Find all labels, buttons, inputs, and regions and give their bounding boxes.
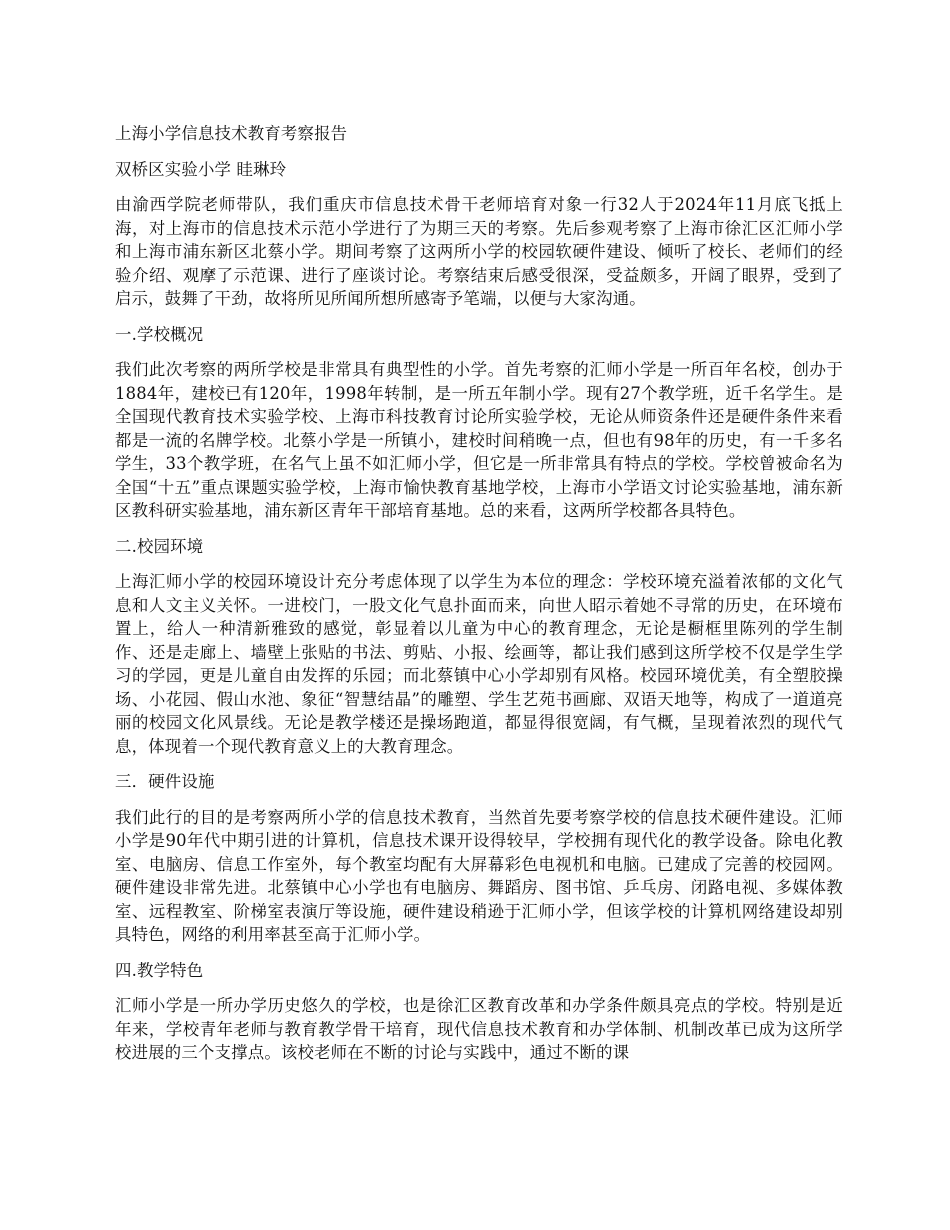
section-body-teaching-features: 汇师小学是一所办学历史悠久的学校，也是徐汇区教育改革和办学条件颇具亮点的学校。特别是近年来，学校青年老师与教育教学骨干培育，现代信息技术教育和办学体制、机制改革已成为这所学校进展的三个支撑点。该校老师在不断的讨论与实践中，通过不断的课: [115, 996, 843, 1062]
intro-paragraph: 由渝西学院老师带队，我们重庆市信息技术骨干老师培育对象一行32人于2024年11月底飞抵上海，对上海市的信息技术示范小学进行了为期三天的考察。先后参观考察了上海市徐汇区汇师小学和上海市浦东新区北蔡小学。期间考察了这两所小学的校园软硬件建设、倾听了校长、老师们的经验介绍、观摩了示范课、进行了座谈讨论。考察结束后感受很深，受益颇多，开阔了眼界，受到了启示，鼓舞了干劲，故将所见所闻所想所感寄予笔端，以便与大家沟通。: [115, 195, 843, 308]
document-title: 上海小学信息技术教育考察报告: [115, 124, 348, 143]
section-heading-hardware-facilities: 三．硬件设施: [115, 772, 215, 791]
section-heading-school-overview: 一.学校概况: [115, 324, 204, 344]
author-line: 双桥区实验小学 眭琳玲: [115, 159, 287, 179]
section-heading-campus-environment: 二.校园环境: [115, 536, 204, 556]
document-page: [115, 122, 843, 1065]
section-heading-teaching-features: 四.教学特色: [115, 960, 204, 980]
section-body-hardware-facilities: 我们此行的目的是考察两所小学的信息技术教育，当然首先要考察学校的信息技术硬件建设。汇师小学是90年代中期引进的计算机，信息技术课开设得较早，学校拥有现代化的教学设备。除电化教室、电脑房、信息工作室外，每个教室均配有大屏幕彩色电视机和电脑。已建成了完善的校园网。硬件建设非常先进。北蔡镇中心小学也有电脑房、舞蹈房、图书馆、乒乓房、闭路电视、多媒体教室、远程教室、阶梯室表演厅等设施，硬件建设稍逊于汇师小学，但该学校的计算机网络建设却别具特色，网络的利用率甚至高于汇师小学。: [115, 807, 843, 944]
section-body-campus-environment: 上海汇师小学的校园环境设计充分考虑体现了以学生为本位的理念：学校环境充溢着浓郁的文化气息和人文主义关怀。一进校门，一股文化气息扑面而来，向世人昭示着她不寻常的历史，在环境布置上，给人一种清新雅致的感觉，彰显着以儿童为中心的教育理念，无论是橱框里陈列的学生制作、还是走廊上、墙壁上张贴的书法、剪贴、小报、绘画等，都让我们感到这所学校不仅是学生学习的学园，更是儿童自由发挥的乐园；而北蔡镇中心小学却别有风格。校园环境优美，有全塑胶操场、小花园、假山水池、象征“智慧结晶”的雕塑、学生艺苑书画廊、双语天地等，构成了一道道亮丽的校园文化风景线。无论是教学楼还是操场跑道，都显得很宽阔，有气概，呈现着浓烈的现代气息，体现着一个现代教育意义上的大教育理念。: [115, 572, 843, 756]
section-body-school-overview: 我们此次考察的两所学校是非常具有典型性的小学。首先考察的汇师小学是一所百年名校，创办于1884年，建校已有120年，1998年转制，是一所五年制小学。现有27个教学班，近千名学生。是全国现代教育技术实验学校、上海市科技教育讨论所实验学校，无论从师资条件还是硬件条件来看都是一流的名牌学校。北蔡小学是一所镇小，建校时间稍晚一点，但也有98年的历史，有一千多名学生，33个教学班，在名气上虽不如汇师小学，但它是一所非常具有特点的学校。学校曾被命名为全国“十五”重点课题实验学校，上海市愉快教育基地学校，上海市小学语文讨论实验基地，浦东新区教科研实验基地，浦东新区青年干部培育基地。总的来看，这两所学校都各具特色。: [115, 360, 843, 520]
